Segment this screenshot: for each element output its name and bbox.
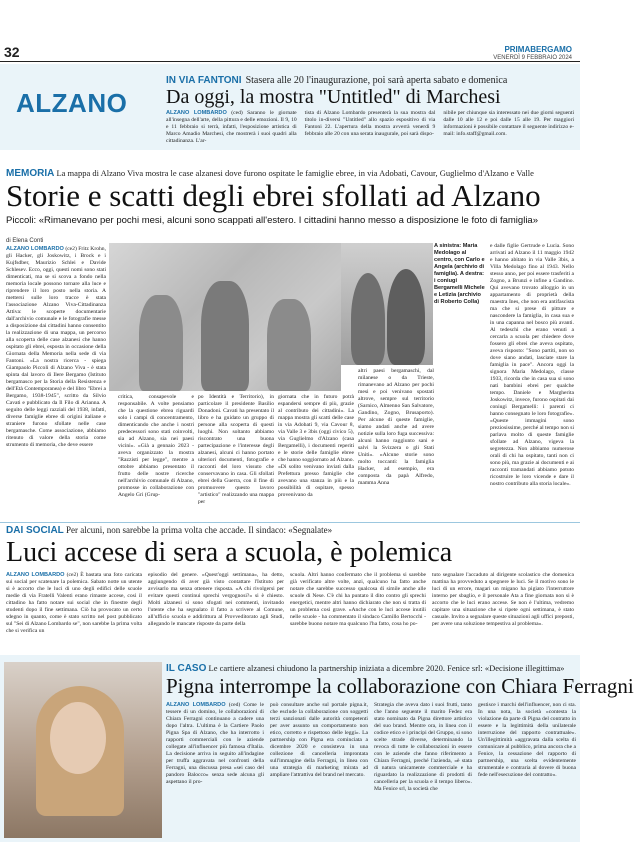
family-photo-left <box>109 243 341 391</box>
article-column: può consultare anche sul portale pigna.it, che esclude la collaborazione con soggetti terzi sanzionati dalle autorità competenti per aver assunto un comportamento non etico, corretto e rispettoso delle leggi». La partnership con Pigna era cominciata a dicembre 2020 e consisteva in una collezione di cancelleria improntata sull'immagine della Ferragni, in linea con una strategia di marketing mirata ad ampliare l'attrattiva del brand nel mercato. <box>270 702 368 778</box>
social-kicker-line <box>6 525 576 536</box>
fantoni-subhead: Stasera alle 20 l'inaugurazione, poi sarà aperta sabato e domenica <box>245 75 508 86</box>
photo-figure <box>267 299 311 391</box>
byline: di Elena Conti <box>6 238 44 244</box>
article-column: gestisce i marchi dell'influencer, non ci sta. In una nota, la società «contesta la violazione da parte di Pigna del contratto in essere e la legittimità della unilaterale interruzione del rapporto contrattuale». Un'illegittimità «aggravata dalla scelta di comunicare al pubblico, prima ancora che a Fenice, la cessazione del rapporto di partnership, una scelta evidentemente strumentale e contraria al dovere di buona fede nell'esecuzione del contratto». <box>478 702 576 778</box>
social-kicker: DAI SOCIAL <box>6 525 64 536</box>
fantoni-kicker: IN VIA FANTONI <box>166 75 242 86</box>
memoria-standfirst: Piccoli: «Rimanevano per pochi mesi, alcuni sono scappati all'estero. I cittadini hanno messo a disposizione le foto di famiglia» <box>6 215 538 226</box>
family-photo-right <box>341 243 433 365</box>
article-column: episodio del genere. «Quest'oggi settimana», ha detto, aggiungendo di aver già visto contattare l'Istituto per avvisarlo ma senza ottenere risposta. «A chi rivolgersi per evitare questi continui sprechi vergognosi?» si è chiesto. Molti alzanesi si sono sfogati nei commenti, invitando l'utente che ha segnalato il fatto a scrivere al Comune, all'ufficio scuola e addirittura al Provveditorato agli Studi, allegando le mancate risposte da parte della <box>148 572 284 627</box>
article-column: ALZANO LOMBARDO (ced) Come le tessere di un domino, le collaborazioni di Chiara Ferragni continuano a cadere una dopo l'altra. L'ultima è la Cartiere Paolo Pigna Spa di Alzano, che ha interrotto i rapporti commerciali con le aziende collegate all'influencer più famosa d'Italia. La decisione arriva in seguito all'indagine per truffa aggravata nel confronti della Ferragni, una discussa presa «sei caso del pandoro Balocco» senza sede alcuna gli aspettano il pro- <box>166 702 265 785</box>
section-title: ALZANO <box>16 88 128 118</box>
photo-figure <box>201 281 249 391</box>
social-subhead: Per alcuni, non sarebbe la prima volta che accade. Il sindaco: «Segnalate» <box>66 525 333 535</box>
memoria-kicker: MEMORIA <box>6 168 55 179</box>
photo-figure <box>387 269 425 365</box>
masthead <box>493 46 572 61</box>
article-column: tuto segnalare l'accaduto al dirigente scolastico che domenica mattina ha provveduto a spegnere le luci. Se il motivo sono le luci di un errore, magari un migano ha pigiato l'interruttore interno per sbaglio, e il personale Ata a fine giornata non si è accorto che le luci erano accese. Se non è l'ultima, vedremo capitare una situazione che si ripete ogni settimana, è stato casuale. Invito a segnalare queste situazioni agli uffici preposti, per avere una soluzione tempestiva al problema». <box>432 572 574 627</box>
dateline: ALZANO LOMBARDO <box>166 110 227 116</box>
photo-figure <box>139 295 183 391</box>
dateline: ALZANO LOMBARDO <box>6 246 64 252</box>
photo-figure <box>351 273 385 365</box>
article-column: nibile per chiunque sia interessato nei due giorni seguenti dalle 10 alle 12 e poi dalle 15 alle 19. Per maggiori informazioni è possibile contattare il seguente indirizzo e-mail: info.staff@gmail.com. <box>443 110 575 137</box>
article-column: scuola. Altri hanno confermato che il problema si sarebbe già verificato altre volte, anzi, qualcuno ha fatto anche notare che sarebbe successo qualcosa di simile anche alle scuole di Nese. C'è chi ha puntato il dito contro gli sprechi energetici, mentre altri hanno dichiarato che non si tratta di un problema così grave. «Anche con le luci accese inutili nelle scuole - ha commentato il sindaco Camillo Bertocchi - sarebbe buono notare ma qualcuno l'ha fatto, cosa ho po- <box>290 572 426 627</box>
article-column: tista di Alzano Lombardo presenterà la sua mostra dal titolo in-diversi "Untitled" allo spazio espositivo di via Fantoni 22. L'apertura della mostra avverrà venerdì 9 febbraio alle 20 con una serata inaugurale, poi sarà dispo- <box>304 110 436 137</box>
brand-name: PRIMABERGAMO <box>504 45 572 54</box>
caso-subhead: Le cartiere alzanesi chiudono la partnership iniziata a dicembre 2020. Fenice srl: «Decisione illegittima» <box>208 663 565 673</box>
issue-date: VENERDÌ 9 FEBBRAIO 2024 <box>493 54 572 61</box>
caso-kicker-line <box>166 663 576 674</box>
caso-headline: Pigna interrompe la collaborazione con Chiara Ferragni <box>166 674 634 698</box>
caso-kicker: IL CASO <box>166 663 207 674</box>
fantoni-headline: Da oggi, la mostra "Untitled" di Marchesi <box>166 86 501 108</box>
photo-figure <box>50 702 106 774</box>
section-divider <box>0 522 580 523</box>
dateline: ALZANO LOMBARDO <box>166 702 226 708</box>
dateline: ALZANO LOMBARDO <box>6 572 65 578</box>
article-column: giornata che in futuro potrà espandersi sempre di più, grazie al contributo dei cittadini». La mappa mostra gli scatti delle case in via Adobati 9, via Cavour 8, via Valle 3 e 3bis (oggi civico 5), via Guglielmo d'Alzano (casa Bergamelli), i documenti reperiti e le storie delle famiglie ebree che hanno soggiornato ad Alzano. «Di solito venivano inviati dalla Prefettura presso famiglie che avevano una stanza in più e la possibilità di ospitare, spesso provenivano da <box>278 394 354 498</box>
portrait-photo <box>4 662 162 838</box>
fantoni-body <box>166 110 574 148</box>
article-column: e dalle figlie Gertrude e Lucia. Sono arrivati ad Alzano il 11 maggio 1942 e hanno abitato in via Valle 3bis, a Villa Medolago fino al 1943. Nello stesso anno, per poi essere trasferiti a Zogno, a Brunzi e infine a Gandino. Qui avevano trovato alloggio in un appartamento di proprietà della maestra Ines, che non era antifascista ma che si prese di pitture e nascondere la famiglia, in casa sua e in una capanna nel bosco più avanti. Al tedeschi che erano venuti a cercarla a scuola per chiedere dove fossero gli ebrei che aveva ospitato, aveva risposto: "Sono partiti, non so dove siano andati, lasciate stare la famiglia in pace". Ancora oggi la signora Maria Medolago, classe 1933, ricorda che in casa sua si sono nati bambini ebrei per qualche tempo. Daniele e Margherita Joskowitz, invece, furono ospitati dai coniugi Bergamelli: i parenti ci hanno consegnato le loro fotografie». «Queste immagini sono preziosissime, perché al tempo non si parlava molto di queste famiglie sfollate ad Alzano, vigeva la segretezza. Non abbiamo numerose orali di chi ha ospitato, tanti non ci sono più, ma grazie ai documenti e ai racconti tramandati abbiamo potuto ricostruire le loro vicende e dare il nostro contributo alla storia locale». <box>490 243 574 487</box>
header-rule <box>0 61 580 62</box>
article-column: altri paesi bergamaschi, dal milanese o da Trieste, rimanevano ad Alzano per pochi mesi e poi venivano spostati altrove, sempre sul territorio (Sarnico, Almenno San Salvatore, Gandino, Zogno, Brusaporto). Per alcune di queste famiglie, siamo andati anche ad avere notizie sulla loro fuga successiva: alcuni hanno raggiunto sani e salvi la Svizzera o gli Stati Uniti». «Alcune storie sono molto toccanti: la famiglia Hacker, ad esempio, era composta da papà Alfredo, mamma Anna <box>358 368 434 486</box>
page-number: 32 <box>4 44 20 60</box>
memoria-headline: Storie e scatti degli ebrei sfollati ad Alzano <box>6 178 541 213</box>
article-column: ALZANO LOMBARDO (ced) Saranno le giornate all'insegna dell'arte, della pittura e delle emozioni. Il 9, 10 e 11 febbraio si terrà, infatti, l'esposizione artistica di Marco Amadio Marchesi, che mostrerà i suoi quadri alla cittadinanza. L'ar- <box>166 110 297 144</box>
page-header <box>0 0 580 62</box>
article-column: Strategia che aveva dato i suoi frutti, tanto che l'anno seguente il marito Fedez era stato nominato da Pigna direttore artistico del suo brand. Mentre ora, in linea con il codice etico e i principi del Gruppo, si sono scelte strade diverse, determinando la revoca di tutte le collaborazioni in essere con le aziende che fanno riferimento a Chiara Ferragni, preché l'azienda, «è stata di natura unicamente commerciale e ha riguardato la realizzazione di prodotti di cancelleria per la scuola e il tempo libero». Ma Fenice srl, la società che <box>374 702 472 792</box>
memoria-subhead: La mappa di Alzano Viva mostra le case alzanesi dove furono ospitate le famiglie ebree, in via Adobati, Cavour, Guglielmo d'Alzano e Valle <box>56 168 534 178</box>
social-headline: Luci accese di sera a scuola, è polemica <box>6 537 453 568</box>
article-column: critica, consapevole e responsabile. A volte pensiamo che la questione ebrea riguardi solo i campi di concentramento, dimenticando che anche i nostri predecessori sono stati coinvolti, sia ad Alzano, sia nei paesi vicini». «Già a gennaio 2023 - aveva organizzato la mostra "Razzisti per legge", mentre a ottobre abbiamo presentato il frutto delle nostre ricerche nell'archivio comunale di Alzano, promosse in collaborazione con Angelo Gri (Grup- <box>118 394 194 498</box>
article-column: po Identità e Territorio), in particolare il presidente Basilio Donadoni. Cavati ha presentato il libro e ha guidato un gruppo di persone alla scoperta di questi luoghi. Non soltanto abbiamo riscontrato una buona partecipazione e l'interesse degli alzanesi, alcuni ci hanno portato ulteriori documenti, fotografie e racconti del loro vissuto che conservavano in casa. Gli sfollati ebrei della Guerra, con il fine di promuovere questo lavoro "artistico" realizzando una mappa per <box>198 394 274 505</box>
article-column: ALZANO LOMBARDO (ce2) Fritz Krohn, gli Hacker, gli Joskowitz, i Brock e i Kujfsdber, Maurizio Schlei e Davide Schlesev. Ecco, oggi, questi nomi sono stati dimenticati, ma se si scova a fondo nella memoria locale possono tornare alla luce e riprendere il loro posto nella storia. A mettersi sulle loro tracce è stata l'associazione Alzano Viva-Cittadinanza Attiva: le scoperte documentarie dall'archivio comunale e le fotografie messe a disposizione dai cittadini hanno consentito la realizzazione di una mappa, un percorso alla scoperta delle case alzanesi che hanno ospitato gli ebrei, esposta in occasione della Giornata della Memoria nella sede di via Fantoni. «La nostra ricerca - spiega Giampaolo Piccoli di Alzano Viva - è stata spinta dal lavoro di Ilere Bergamo (Istituto bergamasco per la Storia della Resistenza e dell'Età Contemporanea) e del libro "Ebrei a Bergamo, 1938-1945", scritto da Silvio Cavati e pubblicato da Il Filo di Arianna. A seguito delle leggi razziali del 1938, infatti, diverse famiglie ebree di origini italiane e straniere furono sfollate nelle case bergamasche. Come associazione, abbiamo ritenuto di valore della storia come strumento di memoria, che deve essere <box>6 246 106 448</box>
photo-caption: A sinistra: Maria Medolago al centro, con Carlo e Angela (archivio di famiglia). A destra: i coniugi Bergamelli Michele e Letizia (archivio di Roberto Colla) <box>434 243 485 305</box>
article-column: ALZANO LOMBARDO (ce2) È bastata una foto caricata sui social per scatenare la polemica. Sabato notte un utente si è accorto che le luci di uno degli edifici delle scuole medie di via Fratelli Valenti erano rimaste accese, così il cittadino ha fatto notare sui social che in finestre degli studenti dopo il fine settimana. Ciò ha provocato un certo sdegno in quanto, come è stato scritto nel post pubblicato sul "Sei di Alzano Lombardo se", non sarebbe la prima volta che si verifica un <box>6 572 143 634</box>
